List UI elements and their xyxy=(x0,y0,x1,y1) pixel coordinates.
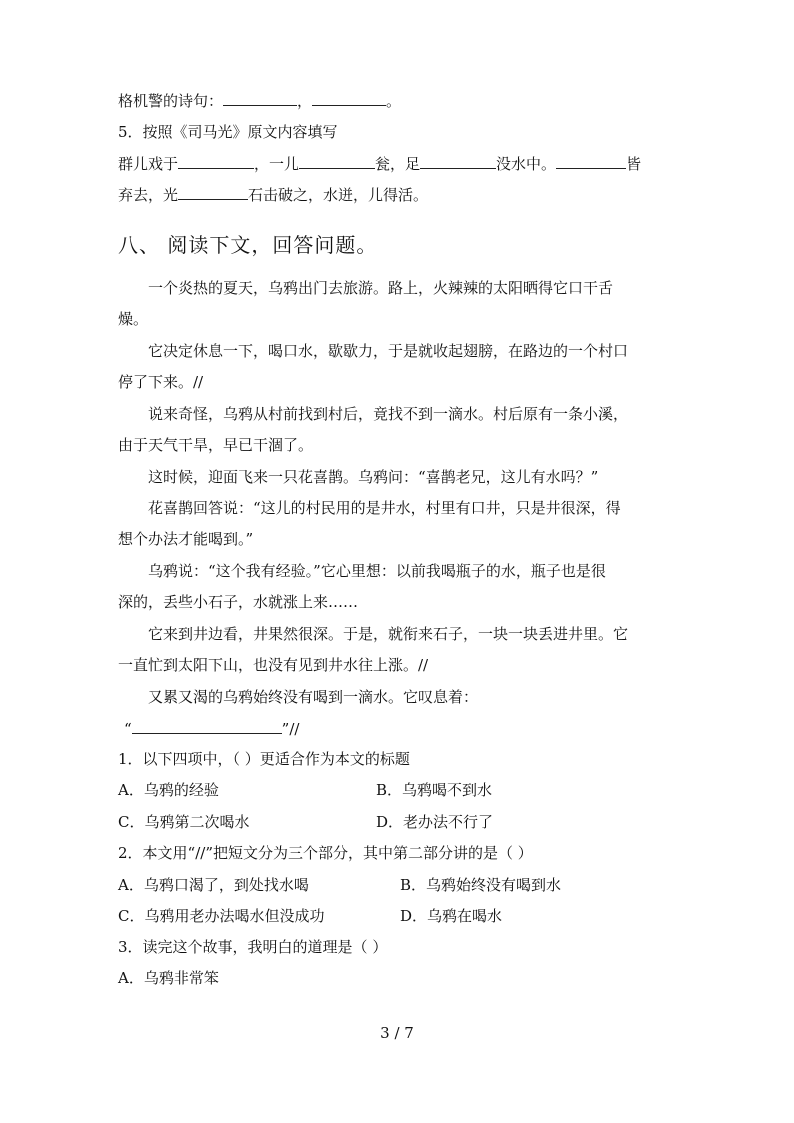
passage-line: 它决定休息一下，喝口水，歇歇力，于是就收起翅膀，在路边的一个村口 xyxy=(148,342,629,360)
q5-line1-b: ，一儿 xyxy=(254,155,300,173)
passage-line: 一个炎热的夏天，乌鸦出门去旅游。路上，火辣辣的太阳晒得它口干舌 xyxy=(148,279,614,297)
passage-line: 又累又渴的乌鸦始终没有喝到一滴水。它叹息着： xyxy=(148,688,479,706)
q5-line1-e: 皆 xyxy=(626,155,642,173)
q4-tail-end: 。 xyxy=(386,92,402,110)
q5-blank-4[interactable] xyxy=(556,153,626,169)
q1-stem: 1．以下四项中，（ ）更适合作为本文的标题 xyxy=(118,750,410,768)
passage-line: 燥。 xyxy=(118,310,149,328)
q4-blank-1[interactable] xyxy=(223,90,297,106)
q5-line-1 xyxy=(118,153,641,174)
q5-blank-1[interactable] xyxy=(178,153,254,169)
q4-tail-prefix: 格机警的诗句： xyxy=(118,92,224,110)
q5-line2-a: 弃去，光 xyxy=(118,186,179,204)
passage-line: 一直忙到太阳下山，也没有见到井水往上涨。// xyxy=(118,656,429,674)
page-number: 3 / 7 xyxy=(380,1024,414,1042)
q3-stem: 3．读完这个故事，我明白的道理是（ ） xyxy=(118,938,388,956)
passage-line: 深的，丢些小石子，水就涨上来…… xyxy=(118,593,359,611)
passage-line: 停了下来。// xyxy=(118,373,204,391)
q5-line-2 xyxy=(118,184,428,205)
quote-answer-line xyxy=(124,718,299,739)
q5-title: 5．按照《司马光》原文内容填写 xyxy=(118,123,338,141)
q1-option-b[interactable]: B．乌鸦喝不到水 xyxy=(376,781,493,799)
q5-line1-a: 群儿戏于 xyxy=(118,155,179,173)
q5-line1-c: 瓮，足 xyxy=(375,155,421,173)
passage-line: 乌鸦说：“这个我有经验。”它心里想：以前我喝瓶子的水，瓶子也是很 xyxy=(148,562,606,580)
quote-blank[interactable] xyxy=(132,718,282,734)
passage-line: 想个办法才能喝到。” xyxy=(118,530,254,548)
quote-close: ”// xyxy=(281,720,300,738)
passage-line: 花喜鹊回答说：“这儿的村民用的是井水，村里有口井，只是井很深，得 xyxy=(148,499,621,517)
passage-line: 由于天气干旱，早已干涸了。 xyxy=(118,436,314,454)
section-8-heading: 八、 阅读下文，回答问题。 xyxy=(118,233,378,257)
quote-open: “ xyxy=(124,720,132,738)
q1-option-c[interactable]: C．乌鸦第二次喝水 xyxy=(118,813,250,831)
q2-stem: 2．本文用“//”把短文分为三个部分，其中第二部分讲的是（ ） xyxy=(118,844,533,862)
q1-option-d[interactable]: D．老办法不行了 xyxy=(376,813,494,831)
q2-option-d[interactable]: D．乌鸦在喝水 xyxy=(400,907,503,925)
q1-option-a[interactable]: A．乌鸦的经验 xyxy=(118,781,219,799)
q4-blank-2[interactable] xyxy=(312,90,386,106)
q5-blank-5[interactable] xyxy=(178,184,248,200)
passage-line: 这时候，迎面飞来一只花喜鹊。乌鸦问：“喜鹊老兄，这儿有水吗？” xyxy=(148,468,599,486)
q5-line2-b: 石击破之，水迸，儿得活。 xyxy=(248,186,429,204)
q2-option-c[interactable]: C．乌鸦用老办法喝水但没成功 xyxy=(118,907,325,925)
q4-tail-line xyxy=(118,90,401,111)
q5-blank-3[interactable] xyxy=(420,153,496,169)
q2-option-a[interactable]: A．乌鸦口渴了，到处找水喝 xyxy=(118,876,309,894)
q2-option-b[interactable]: B．乌鸦始终没有喝到水 xyxy=(400,876,562,894)
q4-tail-sep: ， xyxy=(297,92,313,110)
passage-line: 它来到井边看，井果然很深。于是，就衔来石子，一块一块丢进井里。它 xyxy=(148,625,629,643)
q3-option-a[interactable]: A．乌鸦非常笨 xyxy=(118,969,219,987)
q5-line1-d: 没水中。 xyxy=(496,155,557,173)
passage-line: 说来奇怪，乌鸦从村前找到村后，竟找不到一滴水。村后原有一条小溪， xyxy=(148,405,629,423)
q5-blank-2[interactable] xyxy=(299,153,375,169)
